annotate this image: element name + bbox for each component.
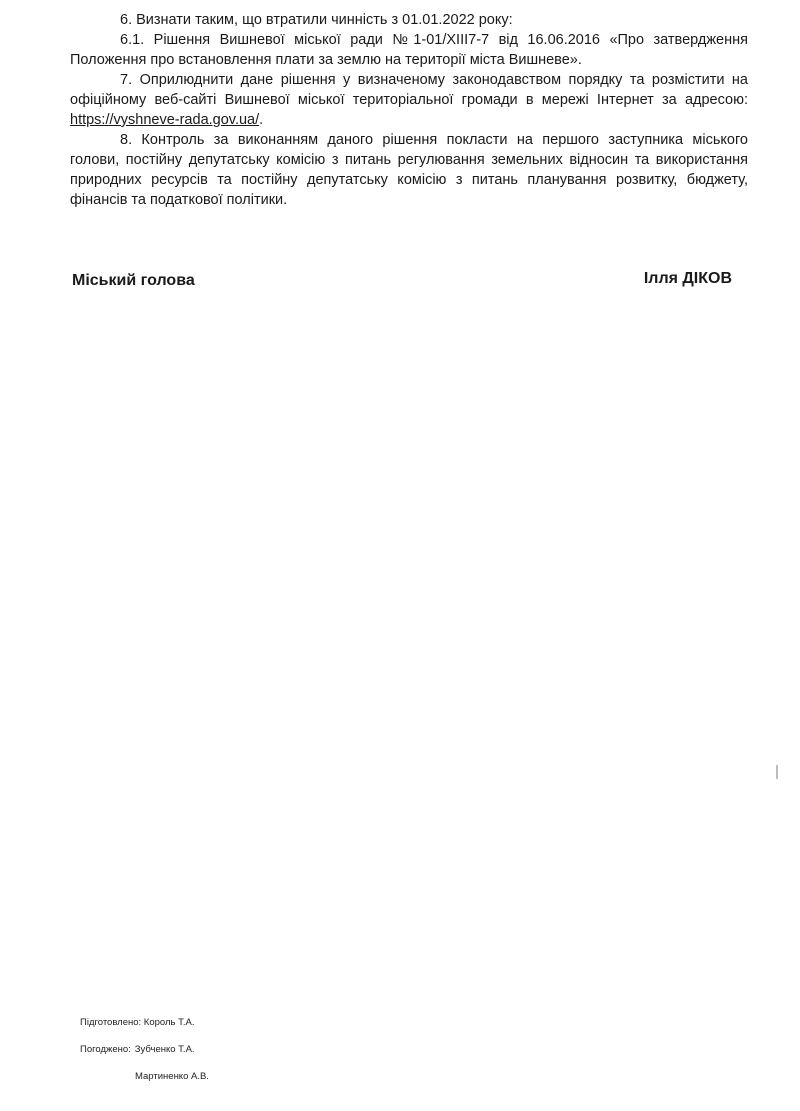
paragraph-8: 8. Контроль за виконанням даного рішення покласти на першого заступника міського голови, постійну депутатську комісію з питань регулювання земельних відносин та використання природних ресурсів та постійну депутатську комісію з питань планування розвитку, бюджету, фінансів та податкової політики. — [70, 132, 748, 208]
scan-edge-mark — [776, 765, 778, 779]
website-link[interactable]: https://vyshneve-rada.gov.ua/ — [70, 112, 260, 128]
agreed-by — [80, 1044, 195, 1055]
paragraph-7 — [70, 70, 748, 130]
prepared-by: Підготовлено: Король Т.А. — [80, 1017, 195, 1028]
resolution-body — [70, 10, 748, 210]
agreed-name: Зубченко Т.А. — [134, 1044, 195, 1055]
agreed-by-second: Мартиненко А.В. — [135, 1071, 209, 1082]
paragraph-6-1: 6.1. Рішення Вишневої міської ради №1-01/XIII7-7 від 16.06.2016 «Про затвердження Положення про встановлення плати за землю на території міста Вишневе». — [70, 32, 748, 68]
agreed-label: Погоджено: — [80, 1044, 131, 1055]
paragraph-7-tail: . — [259, 112, 264, 128]
paragraph-6: 6. Визнати таким, що втратили чинність з 01.01.2022 року: — [120, 12, 513, 28]
signatory-title: Міський голова — [72, 272, 195, 289]
signatory-name: Ілля ДІКОВ — [643, 270, 732, 287]
paragraph-7-text: 7. Оприлюднити дане рішення у визначеному законодавством порядку та розмістити на офіційному веб-сайті Вишневої міської територіальної громади в мережі Інтернет за адресою: — [70, 72, 748, 108]
